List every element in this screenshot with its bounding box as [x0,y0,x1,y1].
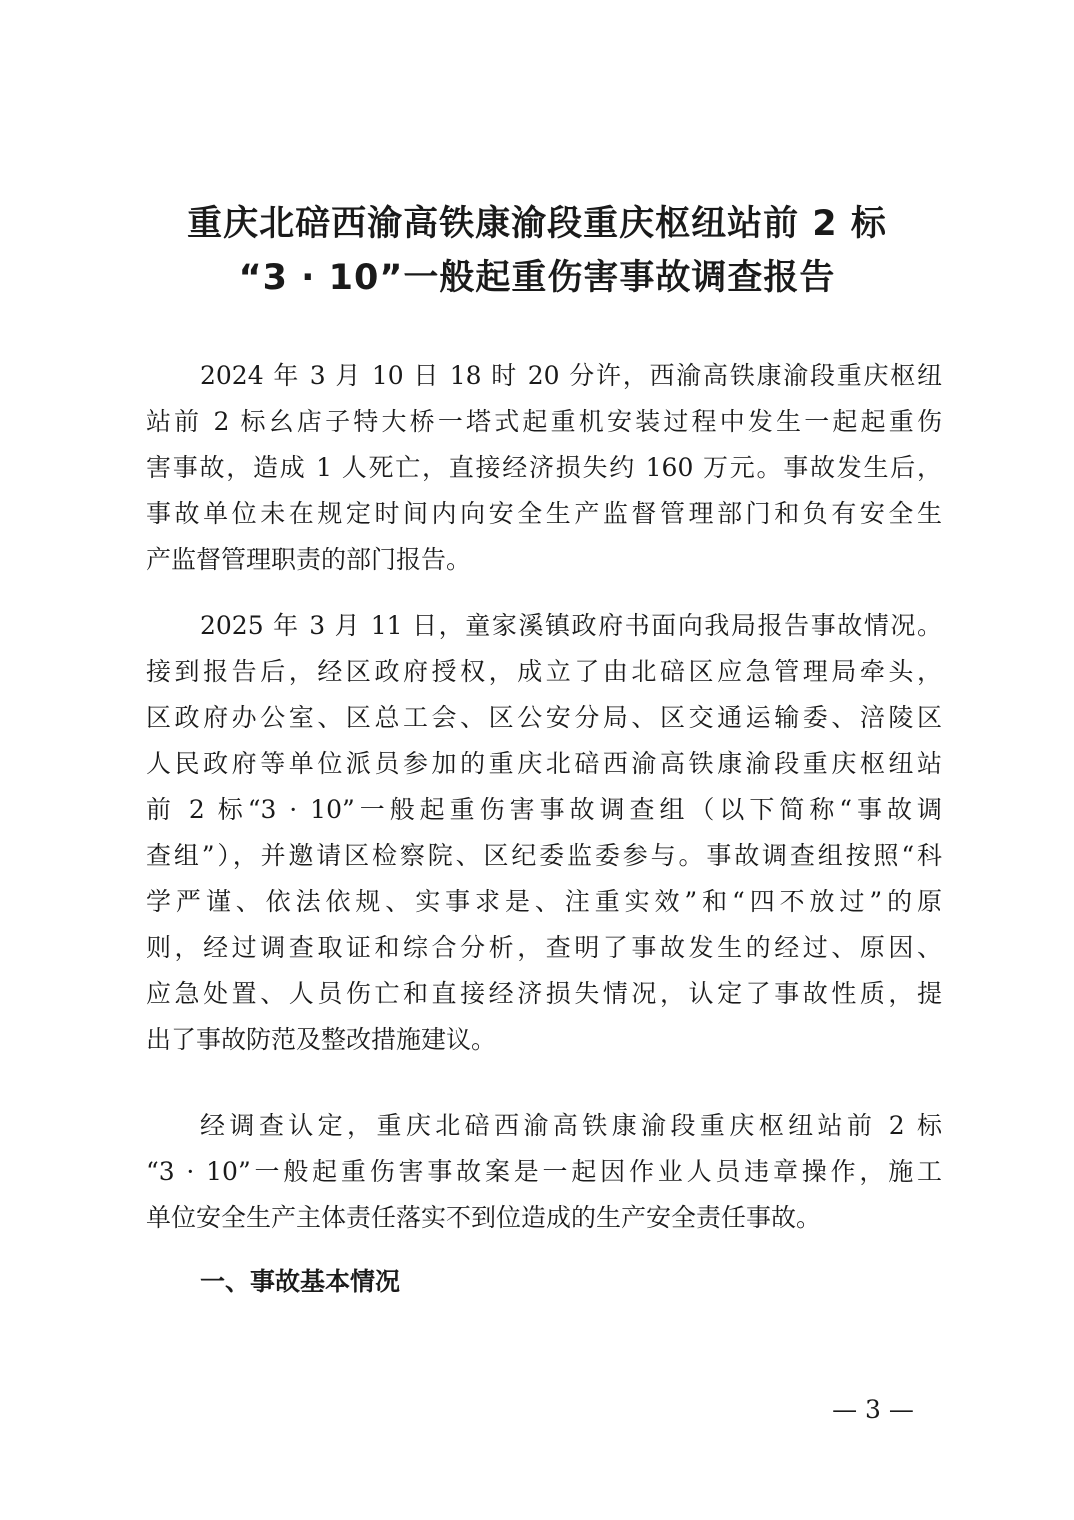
paragraph-1-line-4: 事故单位未在规定时间内向安全生产监督管理部门和负有安全生 [146,499,942,528]
paragraph-2-line-1: 2025 年 3 月 11 日，童家溪镇政府书面向我局报告事故情况。 [200,611,942,640]
paragraph-2-line-5: 前 2 标“3 · 10”一般起重伤害事故调查组（以下简称“事故调 [146,795,942,824]
page-number: — 3 — [832,1395,914,1424]
paragraph-2-line-8: 则，经过调查取证和综合分析，查明了事故发生的经过、原因、 [146,933,942,962]
section-heading: 一、事故基本情况 [200,1267,401,1296]
paragraph-1-line-3: 害事故，造成 1 人死亡，直接经济损失约 160 万元。事故发生后， [146,453,942,482]
paragraph-2-line-3: 区政府办公室、区总工会、区公安分局、区交通运输委、涪陵区 [146,703,942,732]
paragraph-2-line-4: 人民政府等单位派员参加的重庆北碚西渝高铁康渝段重庆枢纽站 [146,749,942,778]
paragraph-3-line-1: 经调查认定，重庆北碚西渝高铁康渝段重庆枢纽站前 2 标 [200,1111,942,1140]
paragraph-1-line-2: 站前 2 标幺店子特大桥一塔式起重机安装过程中发生一起起重伤 [146,407,942,436]
paragraph-2-line-6: 查组”），并邀请区检察院、区纪委监委参与。事故调查组按照“科 [146,841,942,870]
paragraph-2-line-10: 出了事故防范及整改措施建议。 [146,1025,497,1054]
paragraph-2-line-2: 接到报告后，经区政府授权，成立了由北碚区应急管理局牵头， [146,657,942,686]
paragraph-3-line-3: 单位安全生产主体责任落实不到位造成的生产安全责任事故。 [146,1203,822,1232]
paragraph-3-line-2: “3 · 10”一般起重伤害事故案是一起因作业人员违章操作，施工 [146,1157,942,1186]
paragraph-2-line-7: 学严谨、依法依规、实事求是、注重实效”和“四不放过”的原 [146,887,942,916]
paragraph-2-line-9: 应急处置、人员伤亡和直接经济损失情况，认定了事故性质，提 [146,979,942,1008]
document-title-line-1: 重庆北碚西渝高铁康渝段重庆枢纽站前 2 标 [187,204,887,244]
paragraph-1-line-5: 产监督管理职责的部门报告。 [146,545,472,574]
paragraph-1-line-1: 2024 年 3 月 10 日 18 时 20 分许，西渝高铁康渝段重庆枢纽 [200,361,942,390]
document-title-line-2: “3 · 10”一般起重伤害事故调查报告 [238,258,836,298]
